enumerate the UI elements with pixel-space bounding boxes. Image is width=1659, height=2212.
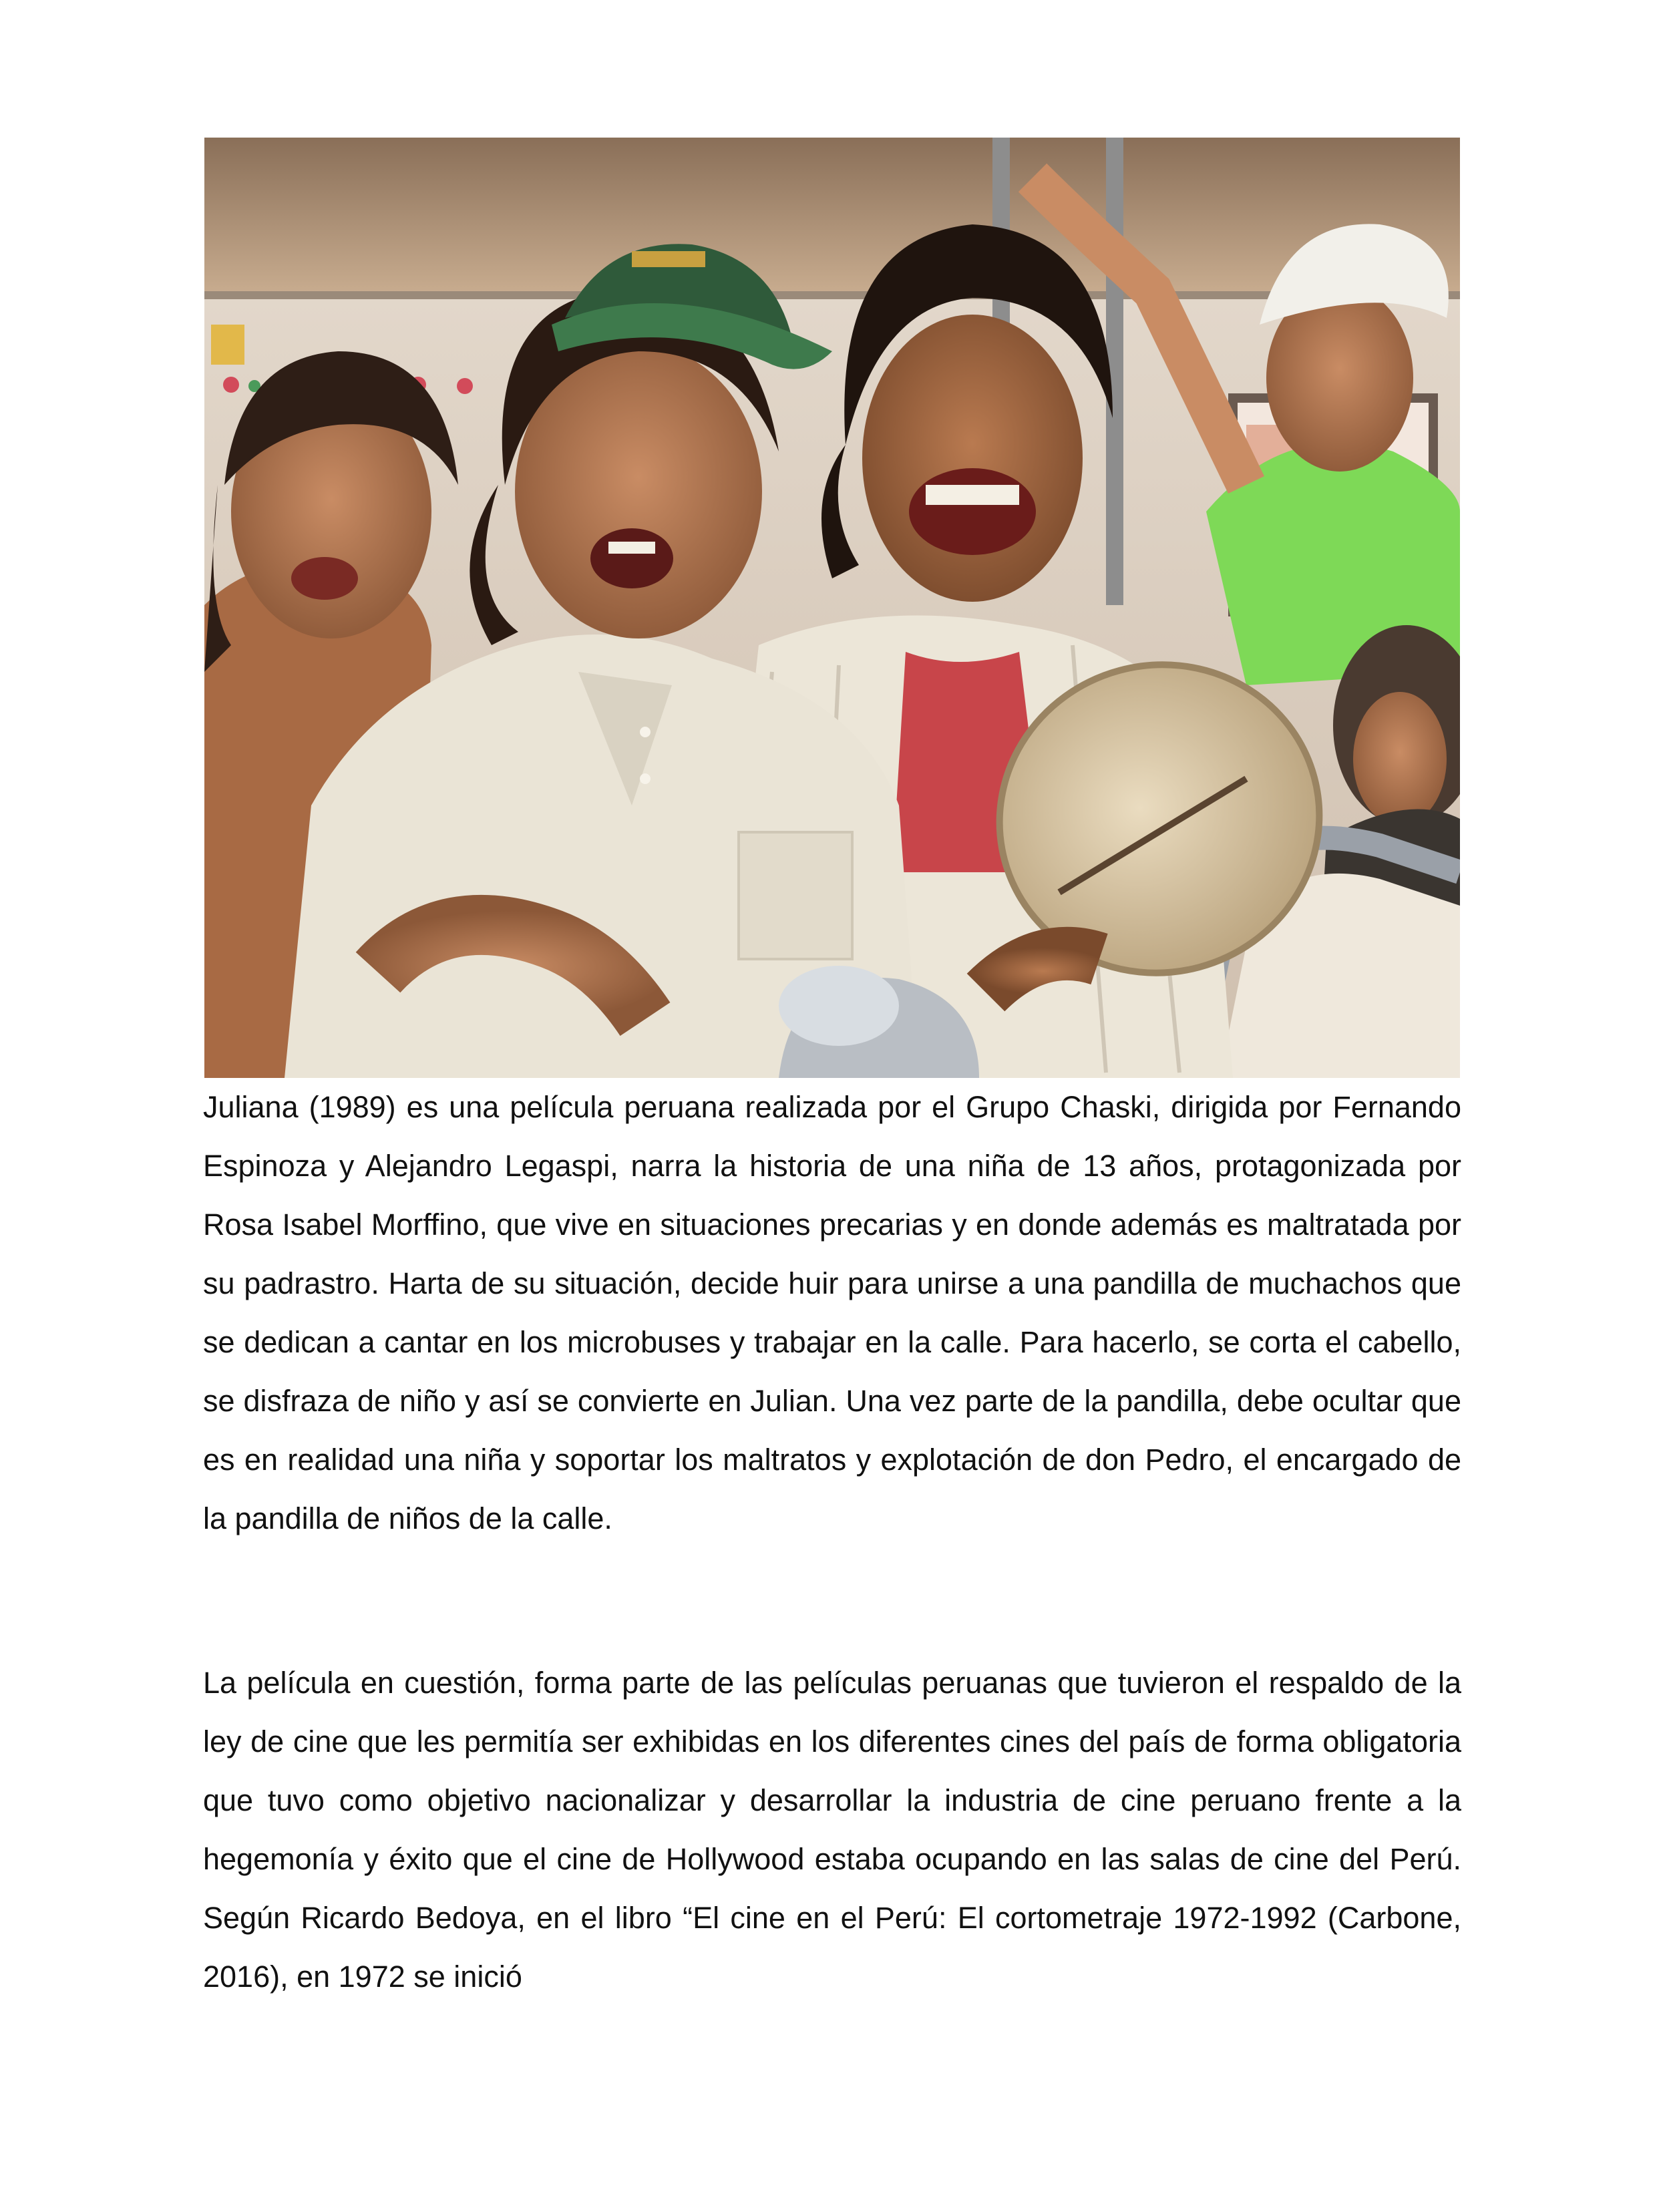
body-paragraph-1: Juliana (1989) es una película peruana realizada por el Grupo Chaski, dirigida por Fernando Espinoza y Alejandro Legaspi, narra la historia de una niña de 13 años, protagonizada por Rosa Isabel Morffino, que vive en situaciones precarias y en donde además es maltratada por su padrastro. Harta de su situación, decide huir para unirse a una pandilla de muchachos que se dedican a cantar en los microbuses y trabajar en la calle. Para hacerlo, se corta el cabello, se disfraza de niño y así se convierte en Julian. Una vez parte de la pandilla, debe ocultar que es en realidad una niña y soportar los maltratos y explotación de don Pedro, el encargado de la pandilla de niños de la calle.	[203, 1090, 1461, 1535]
film-still-photo	[204, 138, 1460, 1078]
body-paragraph-2: La película en cuestión, forma parte de las películas peruanas que tuvieron el respaldo de la ley de cine que les permitía ser exhibidas en los diferentes cines del país de forma obligatoria que tuvo como objetivo nacionalizar y desarrollar la industria de cine peruano frente a la hegemonía y éxito que el cine de Hollywood estaba ocupando en las salas de cine del Perú. Según Ricardo Bedoya, en el libro “El cine en el Perú: El cortometraje 1972-1992 (Carbone, 2016), en 1972 se inició	[203, 1666, 1461, 1994]
